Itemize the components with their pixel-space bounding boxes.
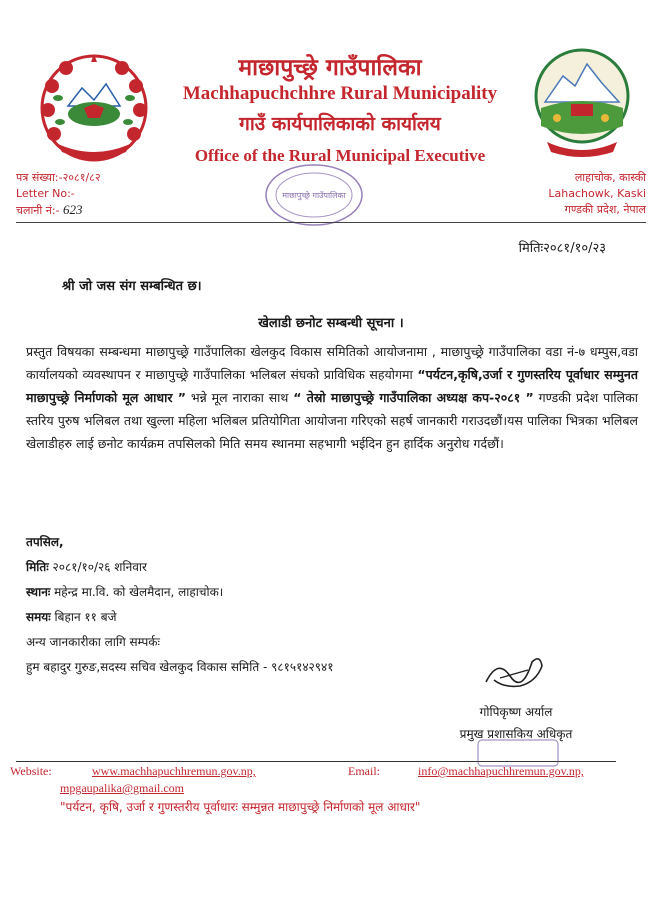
- body-paragraph: [26, 340, 638, 455]
- letter-meta-right: [548, 170, 646, 218]
- official-stamp: [262, 160, 366, 230]
- detail-date-label: मितिः: [26, 560, 49, 574]
- subject: खेलाडी छनोट सम्बन्धी सूचना ।: [258, 316, 404, 331]
- letter-meta-left: [16, 170, 101, 219]
- detail-place-label: स्थानः: [26, 585, 51, 599]
- tapasil-heading: तपसिल,: [26, 535, 64, 549]
- stamp-text: माछापुच्छ्रे गाउँपालिका: [282, 191, 346, 200]
- email-link[interactable]: info@machhapuchhremun.gov.np,: [418, 764, 584, 778]
- detail-time: [26, 605, 334, 630]
- detail-time-label: समयः: [26, 610, 51, 624]
- letter-no: Letter No:-: [16, 187, 75, 200]
- website-label: Website:: [10, 764, 52, 778]
- address-en: Lahachowk, Kaski: [548, 187, 646, 200]
- detail-date: [26, 555, 334, 580]
- patra-sankhya: पत्र संख्या:-२०८१/८२: [16, 171, 101, 184]
- email-label: Email:: [348, 764, 380, 778]
- nepal-emblem-icon: [34, 48, 154, 166]
- detail-place-value: महेन्द्र मा.वि. को खेलमैदान, लाहाचोक।: [54, 585, 224, 599]
- office-name-en: Office of the Rural Municipal Executive: [194, 146, 486, 165]
- address-np: लाहाचोक, कास्की: [574, 171, 646, 184]
- detail-place: [26, 580, 334, 605]
- chalani-value: 623: [63, 202, 83, 217]
- body-part-1: प्रस्तुत विषयका सम्बन्धमा माछापुच्छ्रे गाउँपालिका खेलकुद विकास समितिको आयोजनामा , माछापुच्छ्रे गाउँपालिका वडा नं-७ धम्पुस,वडा कार्यालयको व्यवस्थापन र माछापुच्छ्रे गाउँपालिका भलिबल संघको प्राविधिक सहयोगमा: [26, 344, 638, 382]
- header-divider: [16, 222, 646, 223]
- chalani-label: चलानी नं:-: [16, 204, 60, 217]
- body-slogan: “पर्यटन,कृषि,उर्जा र गुणस्तरिय पूर्वाधार सम्मुनत माछापुच्छ्रे निर्माणको मूल आधार ”: [26, 367, 638, 405]
- municipality-logo-icon: [527, 42, 637, 160]
- letter-date: मितिः२०८१/१०/२३: [518, 241, 606, 256]
- signer-title: प्रमुख प्रशासकिय अधिकृत: [459, 727, 573, 741]
- signer-name: गोपिकृष्ण अर्याल: [479, 705, 553, 719]
- website-link[interactable]: www.machhapuchhremun.gov.np,: [92, 764, 256, 778]
- office-name-np: गाउँ कार्यपालिकाको कार्यालय: [239, 113, 441, 135]
- detail-date-value: २०८१/१०/२६ शनिवार: [52, 560, 147, 574]
- body-part-2: भन्ने मूल नाराका साथ: [185, 390, 294, 405]
- body-part-3: गण्डकी प्रदेश पालिका स्तरिय पुरुष भलिबल तथा खुल्ला महिला भलिबल प्रतियोगिता आयोजना गरिएको सहर्ष जानकारी गराउदछौं।यस पालिका भित्रका भलिबल खेलाडीहरु लाई छनोट कार्यक्रम तपसिलको मिति समय स्थानमा सहभागी भईदिन हुन हार्दिक अनुरोध गर्दछौं।: [26, 390, 638, 451]
- signature: [480, 648, 550, 694]
- municipality-name-en: Machhapuchchhre Rural Municipality: [182, 83, 498, 104]
- email-link-2[interactable]: mpgaupalika@gmail.com: [60, 781, 185, 795]
- footer-slogan: "पर्यटन, कृषि, उर्जा र गुणस्तरीय पूर्वाधारः सम्मुन्नत माछापुच्छ्रे निर्माणको मूल आधार": [60, 800, 421, 814]
- salutation: श्री जो जस संग सम्बन्धित छ।: [62, 279, 202, 294]
- detail-time-value: बिहान ११ बजे: [54, 610, 117, 624]
- details-section: [26, 530, 334, 680]
- detail-contact-value: हुम बहादुर गुरुङ,सदस्य सचिव खेलकुद विकास समिति - ९८१५१४२९४१: [26, 660, 334, 674]
- detail-contact-label: अन्य जानकारीका लागि सम्पर्कः: [26, 635, 160, 649]
- province: गण्डकी प्रदेश, नेपाल: [564, 203, 646, 216]
- municipality-name-np: माछापुच्छ्रे गाउँपालिका: [238, 55, 422, 81]
- chalani-no: [16, 202, 101, 219]
- body-cup: “ तेस्रो माछापुच्छ्रे गाउँपालिका अध्यक्ष कप-२०८१ ”: [293, 390, 534, 405]
